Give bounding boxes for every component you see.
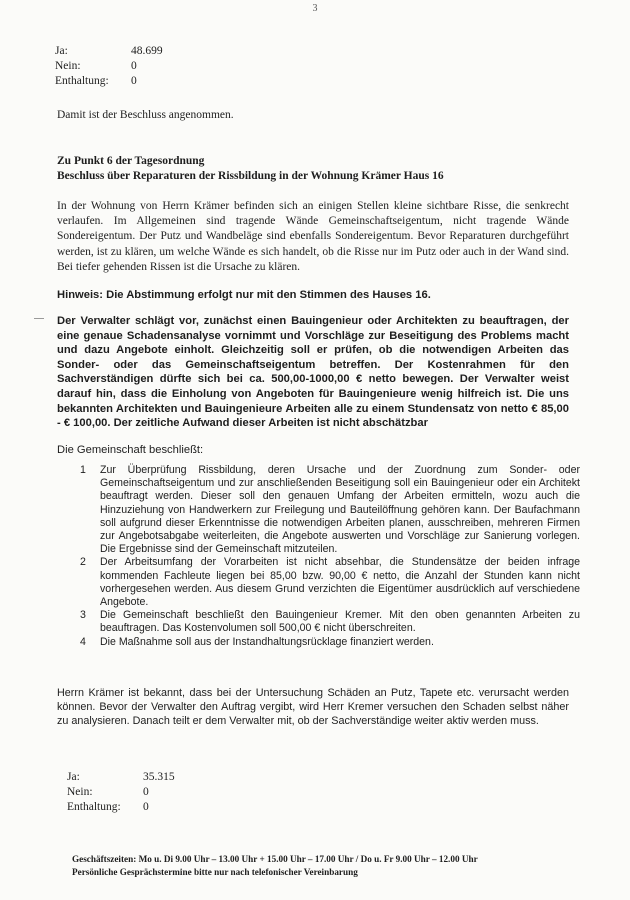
footer bbox=[72, 853, 572, 879]
item-text: Der Arbeitsumfang der Vorarbeiten ist nicht absehbar, die Stundensätze der beiden infrage kommenden Fachleute liegen bei 85,00 bzw. 90,00 € netto, die Anzahl der Stunden kann nicht vorhergesehen werden. Aus diesem Grund verzichten die Eigentümer ausdrücklich auf verschiedene Angebote. bbox=[100, 556, 580, 609]
agenda-subheading: Beschluss über Reparaturen der Rissbildung in der Wohnung Krämer Haus 16 bbox=[57, 170, 444, 182]
resolution-accepted: Damit ist der Beschluss angenommen. bbox=[57, 109, 234, 121]
vote-label: Enthaltung: bbox=[67, 801, 121, 813]
vote-result-1 bbox=[55, 44, 163, 89]
item-text: Die Maßnahme soll aus der Instandhaltungsrücklage finanziert werden. bbox=[100, 635, 434, 648]
item-number: 2 bbox=[80, 556, 86, 569]
voting-note: Hinweis: Die Abstimmung erfolgt nur mit den Stimmen des Hauses 16. bbox=[57, 289, 431, 301]
list-item bbox=[80, 609, 580, 635]
item-text: Die Gemeinschaft beschließt den Bauingenieur Kremer. Mit den oben genannten Arbeiten zu beauftragen. Das Kostenvolumen soll 500,00 € nicht überschreiten. bbox=[100, 609, 580, 635]
item-number: 4 bbox=[80, 635, 86, 648]
community-resolves: Die Gemeinschaft beschließt: bbox=[57, 444, 204, 456]
vote-label: Nein: bbox=[67, 786, 93, 798]
vote-value: 48.699 bbox=[131, 45, 163, 57]
vote-value: 35.315 bbox=[143, 771, 175, 783]
item-text: Zur Überprüfung Rissbildung, deren Ursache und der Zuordnung zum Sonder- oder Gemeinschaftseigentum und zur anschließenden Beseitigung soll ein Bauingenieur oder ein Architekt beauftragt werden. Dieser soll den genauen Umfang der Arbeiten ermitteln, wozu auch die Hinzuziehung von Handwerkern zur Freilegung und Bauteilöffnung gehören kann. Der Baufachmann soll aufgrund dieser Erkenntnisse die notwendigen Arbeiten planen, ausschreiben, mehreren Firmen zur Angebotsabgabe weiterleiten, die Angebote auswerten und Vorschläge zur Sanierung vorlegen. Die Ergebnisse sind der Gemeinschaft mitzuteilen. bbox=[100, 464, 580, 556]
list-item bbox=[80, 556, 580, 609]
page-number: 3 bbox=[312, 3, 318, 14]
intro-paragraph: In der Wohnung von Herrn Krämer befinden sich an einigen Stellen kleine sichtbare Risse, die senkrecht verlaufen. Im Allgemeinen sind tragende Wände Gemeinschaftseigentum, nicht tragende Wände Sondereigentum. Der Putz und Wandbeläge sind ebenfalls Sondereigentum. Bevor Reparaturen durchgeführt werden, ist zu klären, um welche Wände es sich handelt, ob die Risse nur im Putz oder auch in der Wand sind. Bei tiefer gehenden Rissen ist die Ursache zu klären. bbox=[57, 200, 569, 273]
appointment-note: Persönliche Gesprächstermine bitte nur nach telefonischer Vereinbarung bbox=[72, 867, 358, 877]
vote-value: 0 bbox=[143, 786, 149, 798]
vote-label: Enthaltung: bbox=[55, 75, 109, 87]
agenda-heading: Zu Punkt 6 der Tagesordnung bbox=[57, 155, 205, 167]
item-number: 3 bbox=[80, 609, 86, 622]
item-number: 1 bbox=[80, 464, 86, 476]
vote-value: 0 bbox=[143, 801, 149, 813]
list-item bbox=[80, 464, 580, 556]
scan-mark bbox=[34, 318, 44, 319]
vote-value: 0 bbox=[131, 60, 137, 72]
vote-result-2 bbox=[67, 770, 175, 815]
resolution-list bbox=[80, 464, 580, 649]
vote-value: 0 bbox=[131, 75, 137, 87]
vote-label: Nein: bbox=[55, 60, 81, 72]
vote-label: Ja: bbox=[67, 771, 80, 783]
closing-paragraph: Herrn Krämer ist bekannt, dass bei der Untersuchung Schäden an Putz, Tapete etc. verursacht werden können. Bevor der Verwalter den Auftrag vergibt, wird Herr Kremer versuchen den Schaden selbst näher zu analysieren. Danach teilt er dem Verwalter mit, ob der Sachverständige weiter aktiv werden muss. bbox=[57, 687, 569, 727]
list-item bbox=[80, 636, 580, 649]
business-hours: Geschäftszeiten: Mo u. Di 9.00 Uhr – 13.00 Uhr + 15.00 Uhr – 17.00 Uhr / Do u. Fr 9.00 Uhr – 12.00 Uhr bbox=[72, 854, 478, 864]
proposal-paragraph: Der Verwalter schlägt vor, zunächst einen Bauingenieur oder Architekten zu beauftragen, der eine genaue Schadensanalyse vornimmt und Vorschläge zur Beseitigung des Problems macht und dazu Angebote einholt. Gleichzeitig soll er prüfen, ob die notwendigen Arbeiten das Sonder- oder das Gemeinschaftseigentum betreffen. Der Kostenrahmen für den Sachverständigen dürfte sich bei ca. 500,00-1000,00 € netto bewegen. Der Verwalter weist darauf hin, dass die Einholung von Angeboten für Bauingenieure wenig hilfreich ist. Die uns bekannten Architekten und Bauingenieure Arbeiten alle zu einem Stundensatz von netto € 85,00 - € 100,00. Der zeitliche Aufwand dieser Arbeiten ist nicht abschätzbar bbox=[57, 315, 569, 430]
vote-label: Ja: bbox=[55, 45, 68, 57]
